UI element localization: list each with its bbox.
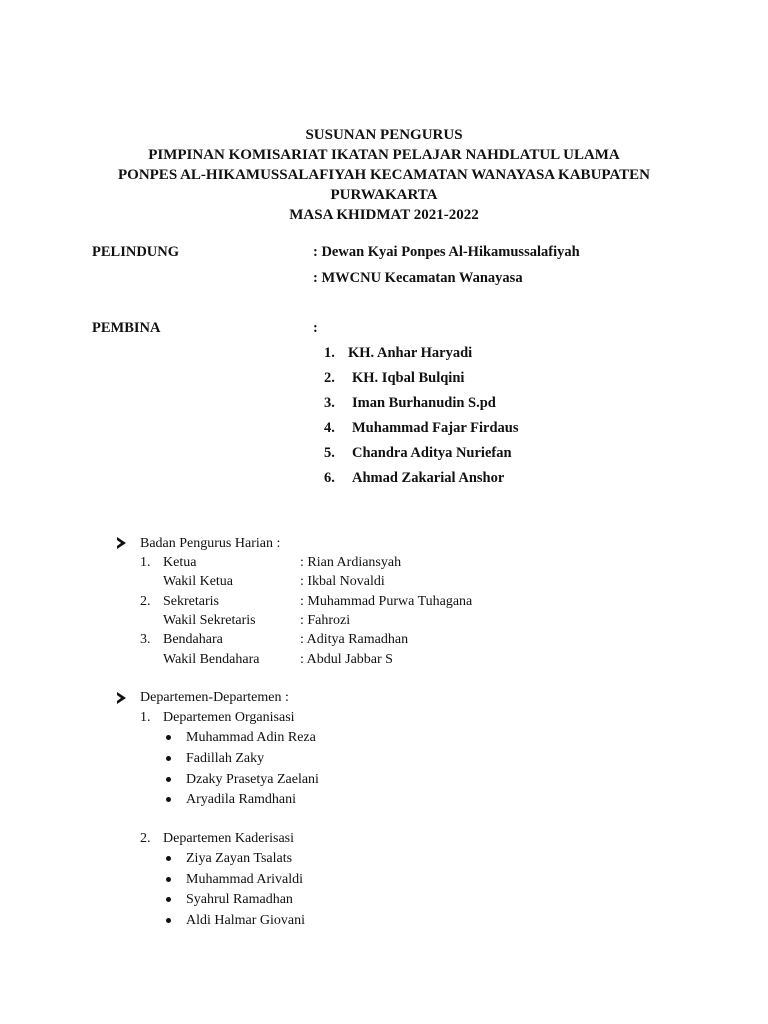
dept-member: Aryadila Ramdhani [186,792,297,807]
pembina-item-num: 1. [324,345,335,361]
dept-num: 2. [140,831,151,846]
dept-member: Muhammad Arivaldi [186,872,304,887]
pelindung-value-2: : MWCNU Kecamatan Wanayasa [313,270,523,286]
dept-member: Dzaky Prasetya Zaelani [186,772,319,787]
dept-member: Syahrul Ramadhan [186,892,293,907]
pembina-item-num: 4. [324,420,335,436]
dept-member: Ziya Zayan Tsalats [186,851,293,866]
bph-row-role: Wakil Sekretaris [163,613,256,628]
bph-row-role: Wakil Ketua [163,574,234,589]
pembina-item-num: 2. [324,370,335,386]
pelindung-label: PELINDUNG [92,244,180,260]
bph-row-num: 1. [140,555,151,570]
bph-row-name: : Fahrozi [300,613,351,628]
bph-row-name: : Abdul Jabbar S [300,652,393,667]
pembina-item-name: Iman Burhanudin S.pd [352,395,496,411]
doc-subtitle-1: PIMPINAN KOMISARIAT IKATAN PELAJAR NAHDLATUL ULAMA [148,147,620,163]
bph-row-role: Ketua [163,555,197,570]
pembina-item-name: KH. Iqbal Bulqini [352,370,465,386]
pembina-item-num: 5. [324,445,335,461]
bullet-icon [166,797,171,802]
pembina-item-name: Ahmad Zakarial Anshor [352,470,505,486]
departemen-heading: Departemen-Departemen : [140,690,289,705]
pembina-item-num: 3. [324,395,335,411]
pembina-item-name: Chandra Aditya Nuriefan [352,445,512,461]
pembina-item-name: Muhammad Fajar Firdaus [352,420,519,436]
bph-heading: Badan Pengurus Harian : [140,536,281,551]
doc-period: MASA KHIDMAT 2021-2022 [289,207,479,223]
dept-member: Aldi Halmar Giovani [186,913,305,928]
dept-num: 1. [140,710,151,725]
bph-row-name: : Ikbal Novaldi [300,574,385,589]
dept-title: Departemen Organisasi [163,710,295,725]
bullet-icon [166,735,171,740]
bullet-icon [166,877,171,882]
doc-title: SUSUNAN PENGURUS [305,127,463,143]
bph-row-num: 3. [140,632,151,647]
dept-member: Muhammad Adin Reza [186,730,316,745]
bph-row-num: 2. [140,594,151,609]
pembina-item-name: KH. Anhar Haryadi [348,345,473,361]
pembina-item-num: 6. [324,470,335,486]
pembina-label: PEMBINA [92,320,161,336]
bullet-icon [166,918,171,923]
bph-row-role: Wakil Bendahara [163,652,260,667]
bph-row-name: : Aditya Ramadhan [300,632,409,647]
arrow-bullet-icon [117,692,126,704]
doc-subtitle-3: PURWAKARTA [330,187,438,203]
dept-title: Departemen Kaderisasi [163,831,294,846]
bullet-icon [166,897,171,902]
bullet-icon [166,777,171,782]
bph-row-name: : Rian Ardiansyah [300,555,402,570]
arrow-bullet-icon [117,537,126,549]
bullet-icon [166,856,171,861]
doc-subtitle-2: PONPES AL-HIKAMUSSALAFIYAH KECAMATAN WANAYASA KABUPATEN [117,167,651,183]
bph-row-role: Sekretaris [163,594,219,609]
pembina-colon: : [313,320,318,336]
bph-row-role: Bendahara [163,632,223,647]
bph-row-name: : Muhammad Purwa Tuhagana [300,594,473,609]
pelindung-value-1: : Dewan Kyai Ponpes Al-Hikamussalafiyah [313,244,580,260]
bullet-icon [166,756,171,761]
dept-member: Fadillah Zaky [186,751,265,766]
